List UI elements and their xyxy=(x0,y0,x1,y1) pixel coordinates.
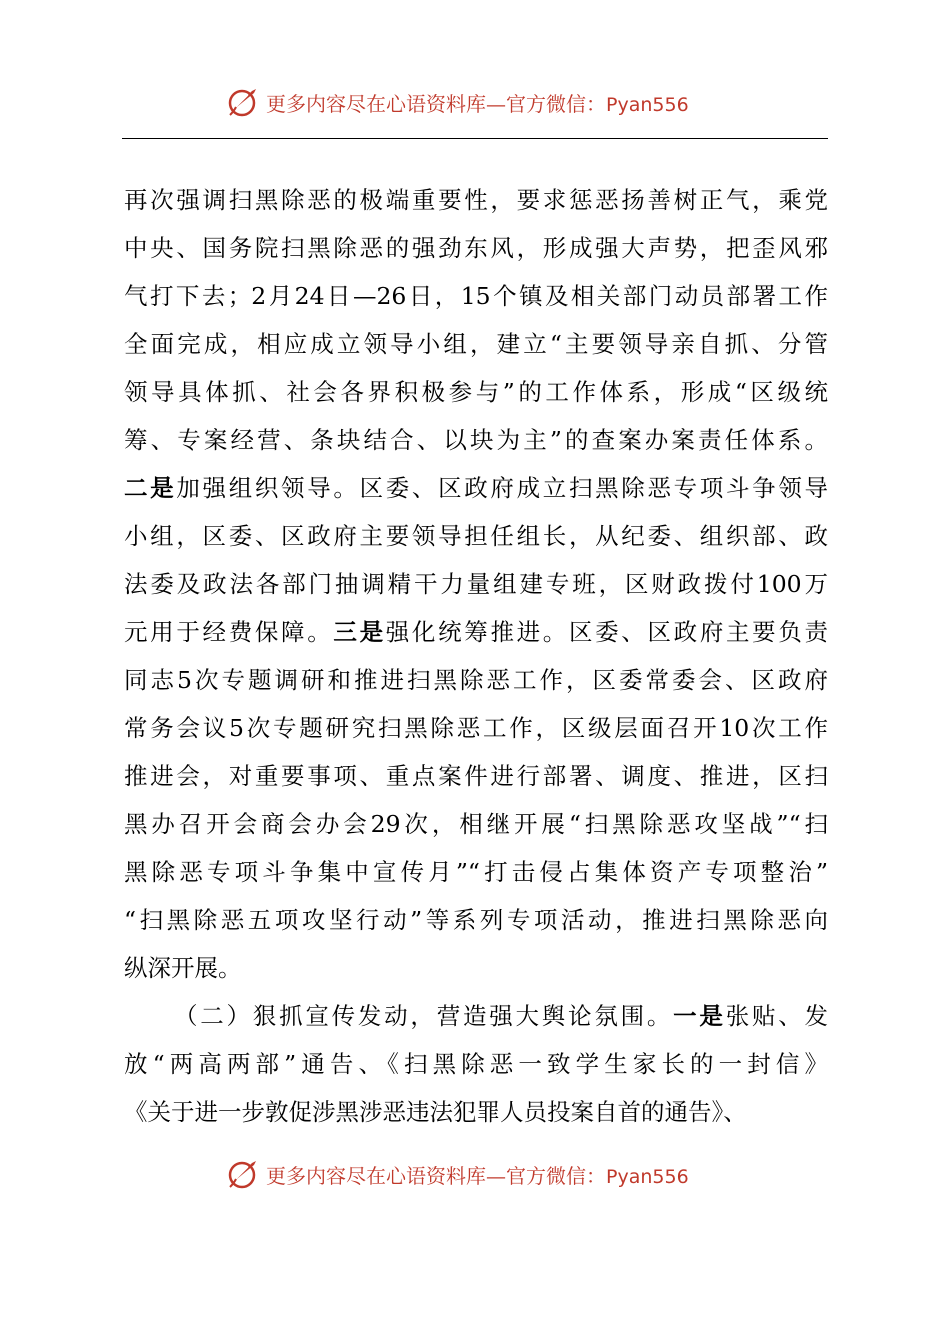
text-line: 黑除恶专项斗争集中宣传月”“打击侵占集体资产专项整治” xyxy=(124,858,828,886)
text-line: 领导具体抓、社会各界积极参与”的工作体系，形成“区级统 xyxy=(124,378,828,406)
text-line: 纵深开展。 xyxy=(124,954,242,982)
bold-lead: 二是 xyxy=(124,474,177,502)
bold-lead: 三是 xyxy=(333,618,386,646)
text-line: 黑办召开会商会办会29次，相继开展“扫黑除恶攻坚战”“扫 xyxy=(124,810,828,838)
bold-lead: 一是 xyxy=(673,1002,726,1030)
text-span: 张贴、发 xyxy=(725,1002,829,1030)
text-line: 法委及政法各部门抽调精干力量组建专班，区财政拨付100万 xyxy=(124,570,828,598)
quill-logo-icon xyxy=(226,85,260,119)
text-line: 常务会议5次专题研究扫黑除恶工作，区级层面召开10次工作 xyxy=(124,714,828,742)
section-heading: （二）狠抓宣传发动，营造强大舆论氛围。 xyxy=(174,1002,674,1030)
text-line xyxy=(124,608,828,656)
text-line: 筹、专案经营、条块结合、以块为主”的查案办案责任体系。 xyxy=(124,426,828,454)
text-span: 元用于经费保障。 xyxy=(124,618,334,646)
header-banner-text: 更多内容尽在心语资料库—官方微信：Pyan556 xyxy=(266,91,689,116)
section-heading-line xyxy=(124,992,828,1040)
quill-logo-icon xyxy=(226,1157,260,1191)
header-rule xyxy=(122,138,828,139)
header-banner xyxy=(226,82,766,122)
text-line xyxy=(124,464,828,512)
text-line: 全面完成，相应成立领导小组，建立“主要领导亲自抓、分管 xyxy=(124,330,828,358)
footer-banner xyxy=(226,1154,766,1194)
text-line: 放“两高两部”通告、《扫黑除恶一致学生家长的一封信》 xyxy=(124,1050,828,1078)
text-line: “扫黑除恶五项攻坚行动”等系列专项活动，推进扫黑除恶向 xyxy=(124,906,828,934)
text-span: 强化统筹推进。区委、区政府主要负责 xyxy=(385,618,829,646)
text-line: 气打下去；2月24日—26日，15个镇及相关部门动员部署工作 xyxy=(124,282,828,310)
footer-banner-text: 更多内容尽在心语资料库—官方微信：Pyan556 xyxy=(266,1163,689,1188)
text-line: 《关于进一步敦促涉黑涉恶违法犯罪人员投案自首的通告》、 xyxy=(124,1098,747,1126)
text-span: 加强组织领导。区委、区政府成立扫黑除恶专项斗争领导 xyxy=(176,474,829,502)
text-line: 小组，区委、区政府主要领导担任组长，从纪委、组织部、政 xyxy=(124,522,828,550)
text-line: 再次强调扫黑除恶的极端重要性，要求惩恶扬善树正气，乘党 xyxy=(124,186,828,214)
text-line: 推进会，对重要事项、重点案件进行部署、调度、推进，区扫 xyxy=(124,762,828,790)
text-line: 中央、国务院扫黑除恶的强劲东风，形成强大声势，把歪风邪 xyxy=(124,234,828,262)
text-line: 同志5次专题调研和推进扫黑除恶工作，区委常委会、区政府 xyxy=(124,666,828,694)
document-body xyxy=(124,176,828,1136)
